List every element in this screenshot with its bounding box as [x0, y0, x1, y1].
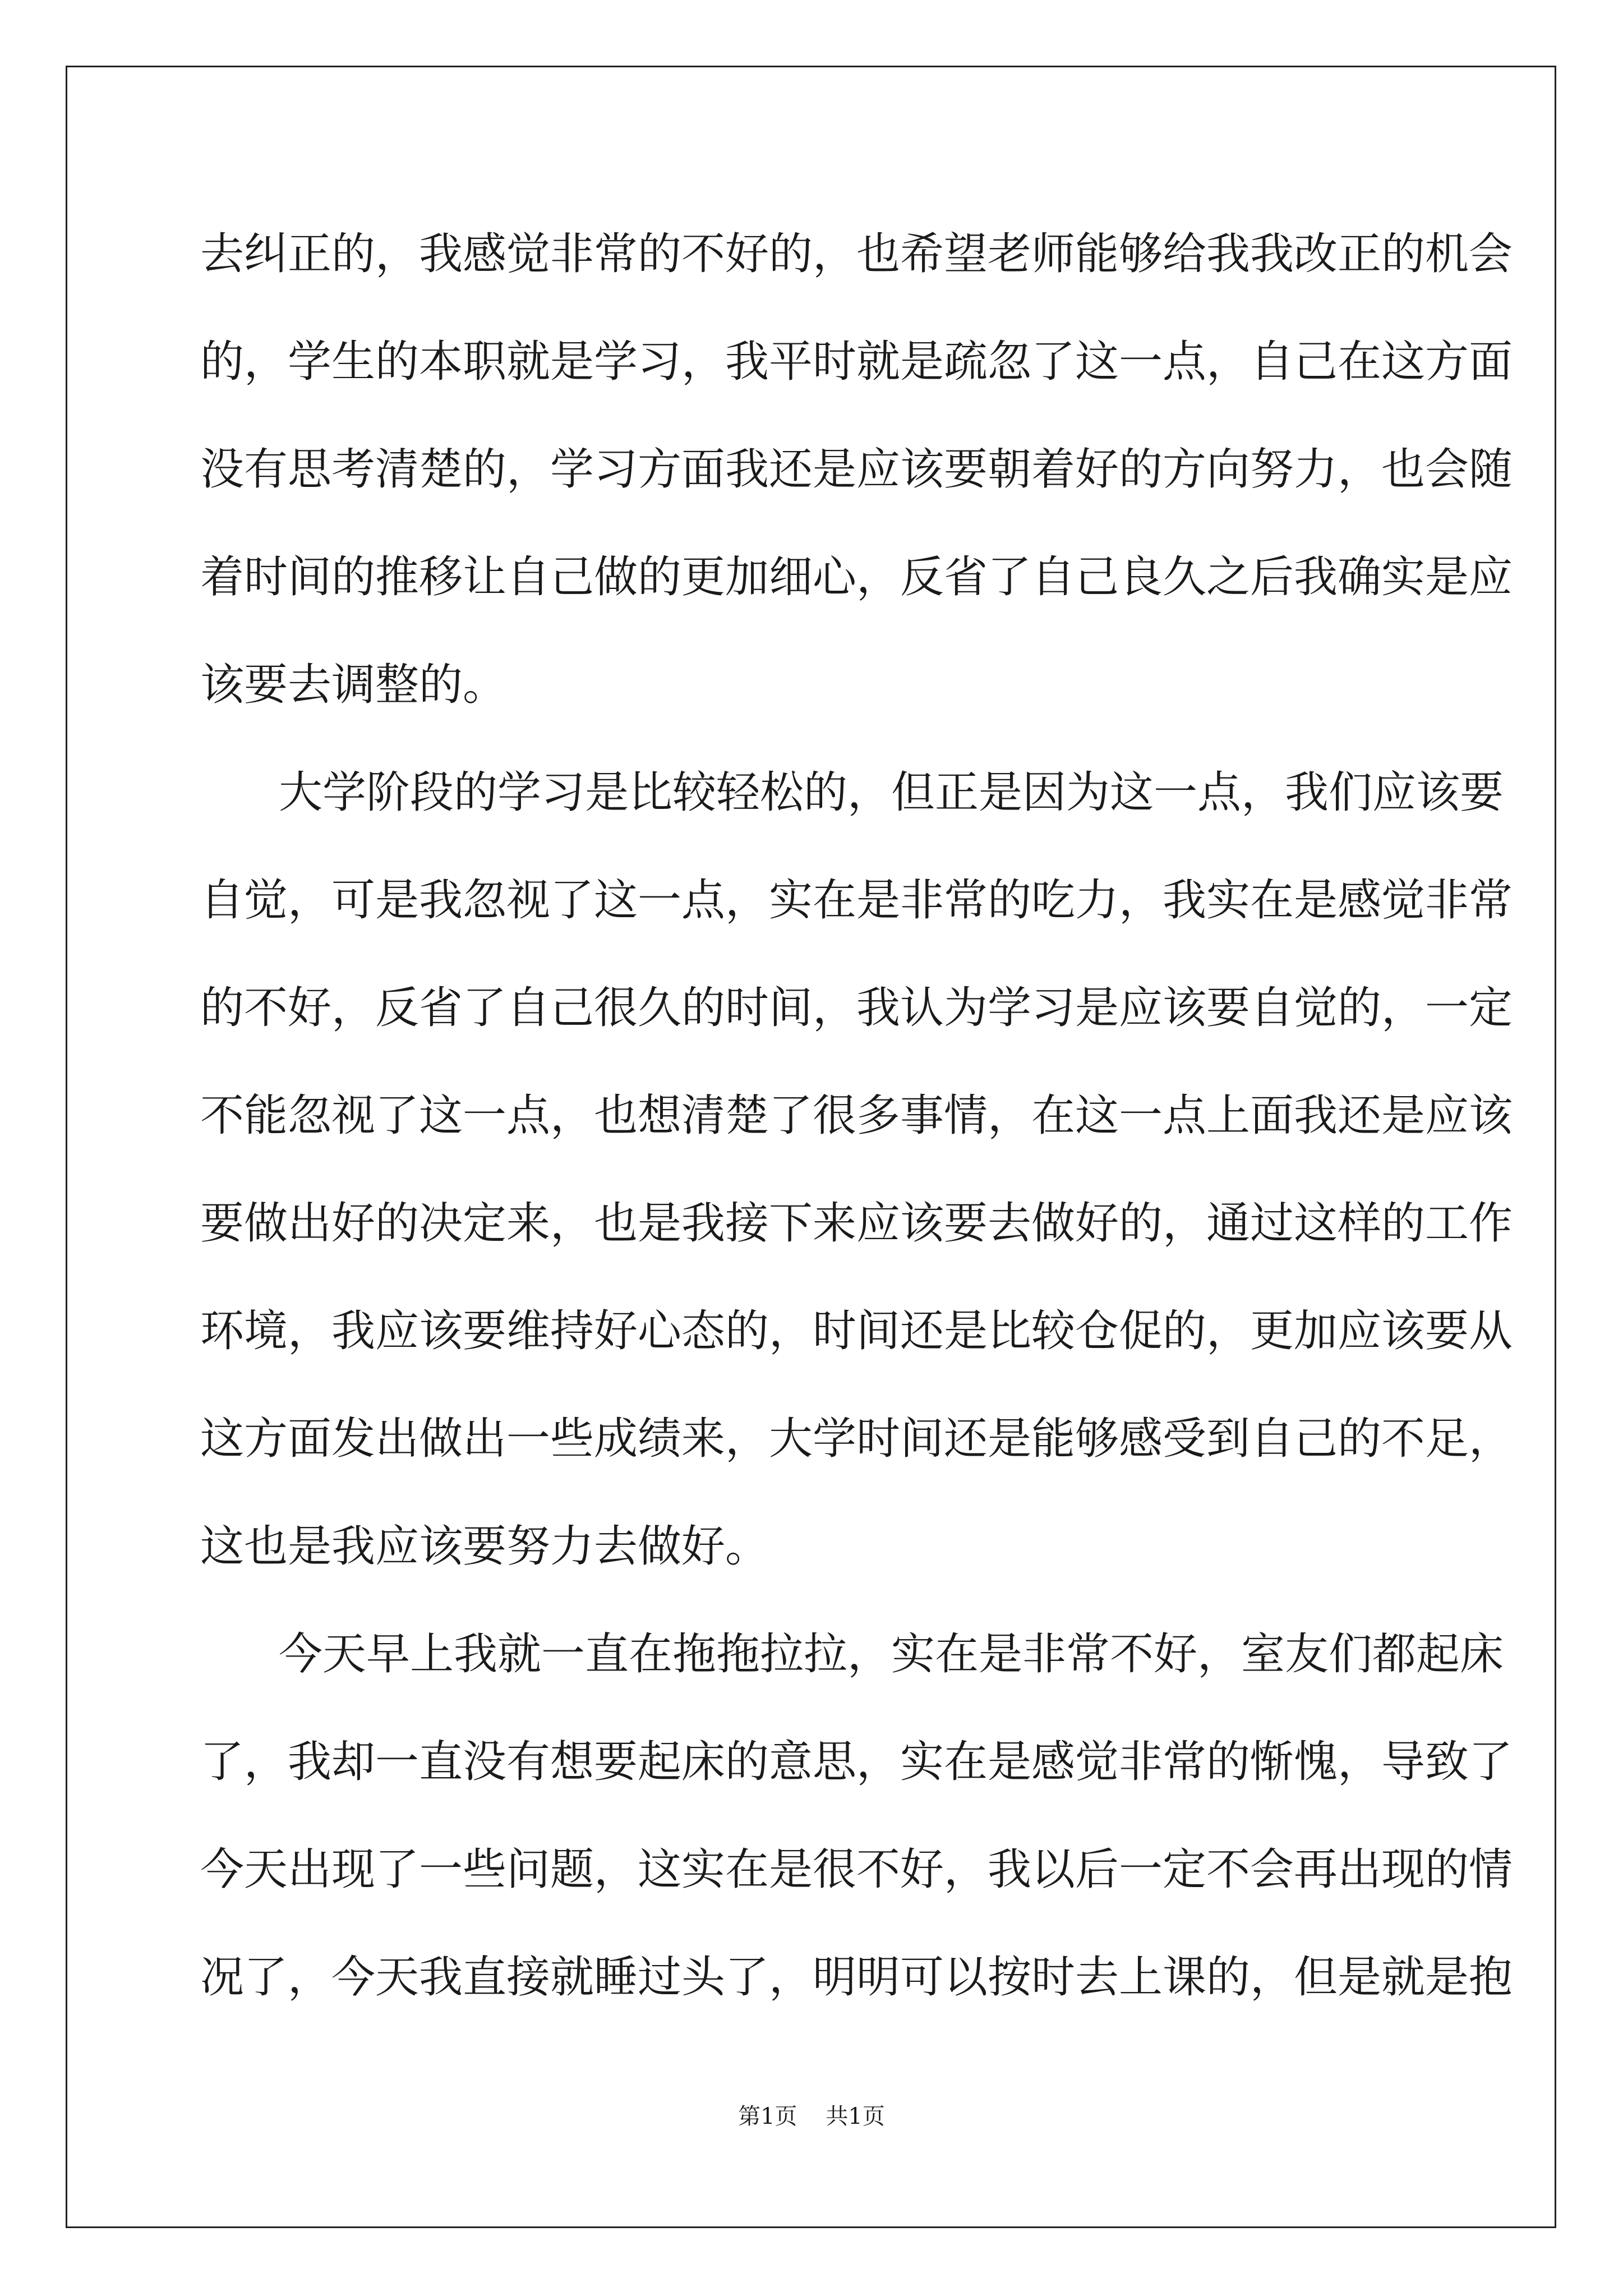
paragraph-3-line-1: 今天早上我就一直在拖拖拉拉，实在是非常不好，室友们都起床	[279, 1629, 1504, 1680]
paragraph-3-line-4: 况了，今天我直接就睡过头了，明明可以按时去上课的，但是就是抱	[200, 1952, 1513, 2003]
paragraph-1-line-1: 去纠正的，我感觉非常的不好的，也希望老师能够给我我改正的机会	[200, 229, 1513, 279]
paragraph-1-line-4: 着时间的推移让自己做的更加细心，反省了自己良久之后我确实是应	[200, 552, 1513, 602]
paragraph-2-line-8: 这也是我应该要努力去做好。	[200, 1521, 769, 1572]
page-number-label: 第1页	[738, 2104, 797, 2129]
footer-spacer	[797, 2104, 826, 2129]
paragraph-2-line-7: 这方面发出做出一些成绩来，大学时间还是能够感受到自己的不足，	[200, 1414, 1513, 1464]
paragraph-1-line-3: 没有思考清楚的，学习方面我还是应该要朝着好的方向努力，也会随	[200, 444, 1513, 495]
page-footer	[0, 2102, 1623, 2131]
paragraph-3-line-3: 今天出现了一些问题，这实在是很不好，我以后一定不会再出现的情	[200, 1844, 1513, 1895]
paragraph-2-line-3: 的不好，反省了自己很久的时间，我认为学习是应该要自觉的，一定	[200, 983, 1513, 1033]
paragraph-2-line-2: 自觉，可是我忽视了这一点，实在是非常的吃力，我实在是感觉非常	[200, 875, 1513, 926]
page-total-label: 共1页	[826, 2104, 885, 2129]
paragraph-3-line-2: 了，我却一直没有想要起床的意思，实在是感觉非常的惭愧，导致了	[200, 1737, 1513, 1787]
paragraph-2-line-4: 不能忽视了这一点，也想清楚了很多事情，在这一点上面我还是应该	[200, 1091, 1513, 1141]
paragraph-1-line-2: 的，学生的本职就是学习，我平时就是疏忽了这一点，自己在这方面	[200, 337, 1513, 387]
paragraph-2-line-1: 大学阶段的学习是比较轻松的，但正是因为这一点，我们应该要	[279, 767, 1504, 818]
paragraph-1-line-5: 该要去调整的。	[200, 660, 507, 710]
paragraph-2-line-5: 要做出好的决定来，也是我接下来应该要去做好的，通过这样的工作	[200, 1198, 1513, 1249]
paragraph-2-line-6: 环境，我应该要维持好心态的，时间还是比较仓促的，更加应该要从	[200, 1306, 1513, 1356]
page-border	[66, 66, 1556, 2228]
